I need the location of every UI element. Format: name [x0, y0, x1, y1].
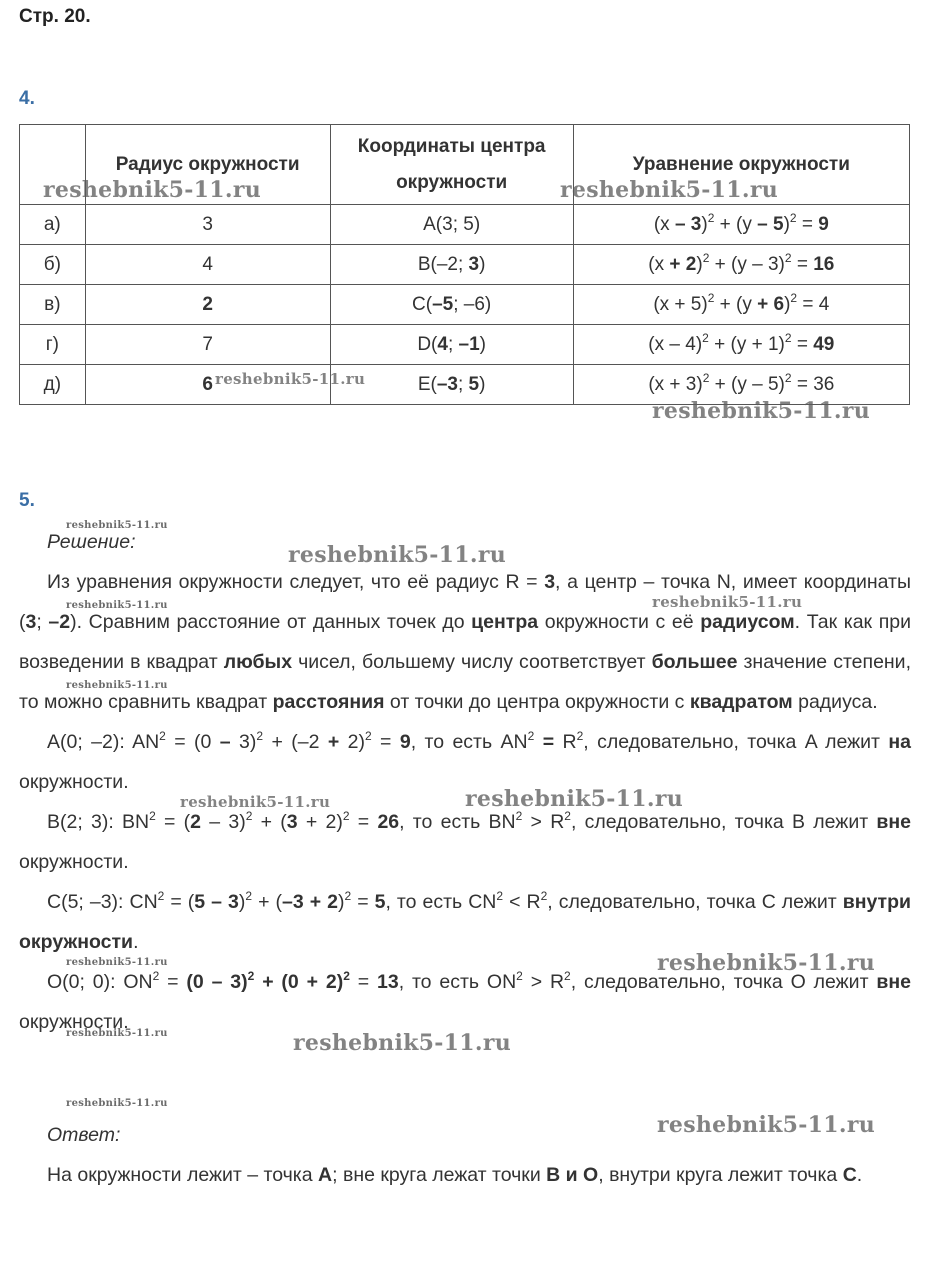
answer-text: На окружности лежит – точка A; вне круга лежат точки B и O, внутри круга лежит точка C.	[47, 1164, 863, 1186]
watermark: reshebnik5-11.ru	[66, 680, 168, 691]
row-center: E(–3; 5)	[330, 365, 573, 405]
row-label: д)	[20, 365, 86, 405]
watermark: reshebnik5-11.ru	[215, 370, 366, 388]
watermark: reshebnik5-11.ru	[657, 950, 876, 976]
task-4-number: 4.	[19, 88, 35, 109]
watermark: reshebnik5-11.ru	[657, 1112, 876, 1138]
watermark: reshebnik5-11.ru	[293, 1030, 512, 1056]
row-center: B(–2; 3)	[330, 245, 573, 285]
watermark: reshebnik5-11.ru	[66, 1098, 168, 1109]
header-equation: Уравнение окружности	[573, 125, 909, 205]
watermark: reshebnik5-11.ru	[43, 177, 262, 203]
watermark: reshebnik5-11.ru	[180, 793, 331, 811]
watermark: reshebnik5-11.ru	[652, 398, 871, 424]
row-equation: (x – 3)$^2$ + (y – 5)$^2$ = 9	[573, 205, 909, 245]
row-center: D(4; –1)	[330, 325, 573, 365]
watermark: reshebnik5-11.ru	[288, 542, 507, 568]
watermark: reshebnik5-11.ru	[652, 593, 803, 611]
row-center: A(3; 5)	[330, 205, 573, 245]
table-row	[20, 245, 910, 285]
row-label: г)	[20, 325, 86, 365]
table-row	[20, 325, 910, 365]
row-label: в)	[20, 285, 86, 325]
watermark: reshebnik5-11.ru	[66, 520, 168, 531]
task-5-number: 5.	[19, 490, 35, 511]
table-row	[20, 205, 910, 245]
circle-table	[19, 124, 910, 405]
row-radius: 4	[85, 245, 330, 285]
solution-paragraph: A(0; –2): $AN^2 = (0 - 3)^2 + (-2 + 2)^2 = 9$, то есть $AN^2 = R^2$, следовательно, точка A лежит на окружности.	[19, 729, 911, 793]
row-label: а)	[20, 205, 86, 245]
header-center: Координаты центра окружности	[330, 125, 573, 205]
solution-paragraph: O(0; 0): $ON^2 = (0 - 3)^2 + (0 + 2)^2 = 13$, то есть $ON^2 > R^2$, следовательно, точка O лежит вне окружности.	[19, 969, 911, 1033]
row-radius: 3	[85, 205, 330, 245]
page-label: Стр. 20.	[19, 6, 91, 27]
solution-paragraph: B(2; 3): $BN^2 = (2 - 3)^2 + (3 + 2)^2 = 26$, то есть $BN^2 > R^2$, следовательно, точка B лежит вне окружности.	[19, 809, 912, 873]
row-radius: 7	[85, 325, 330, 365]
watermark: reshebnik5-11.ru	[66, 957, 168, 968]
row-center: C(–5; –6)	[330, 285, 573, 325]
solution-paragraph: C(5; –3): $CN^2 = (5 - 3)^2 + (-3 + 2)^2 = 5$, то есть $CN^2 < R^2$, следовательно, точка C лежит внутри окружности.	[19, 889, 912, 953]
watermark: reshebnik5-11.ru	[66, 1028, 168, 1039]
row-label: б)	[20, 245, 86, 285]
watermark: reshebnik5-11.ru	[465, 786, 684, 812]
watermark: reshebnik5-11.ru	[66, 600, 168, 611]
answer-label: Ответ:	[47, 1124, 121, 1146]
table-row	[20, 285, 910, 325]
row-radius: 6	[85, 365, 330, 405]
solution-label: Решение:	[47, 531, 136, 553]
row-radius: 2	[85, 285, 330, 325]
header-radius: Радиус окружности	[85, 125, 330, 205]
row-equation: $(x + 5)^2 + (y + 6)^2 = 4$	[573, 285, 909, 325]
row-equation: $(x - 4)^2 + (y + 1)^2 = 49$	[573, 325, 909, 365]
watermark: reshebnik5-11.ru	[560, 177, 779, 203]
solution-paragraph: Из уравнения окружности следует, что её радиус R = 3, а центр – точка N, имеет координаты (3; –2). Сравним расстояние от данных точек до центра окружности с её радиусом. Так как при возведении в квадрат любых чисел, большему числу соответствует большее значение степени, то можно сравнить квадрат расстояния от точки до центра окружности с квадратом радиуса.	[19, 571, 911, 713]
row-equation: $(x + 3)^2 + (y - 5)^2 = 36$	[573, 365, 909, 405]
row-equation: $(x + 2)^2 + (y - 3)^2 = 16$	[573, 245, 909, 285]
